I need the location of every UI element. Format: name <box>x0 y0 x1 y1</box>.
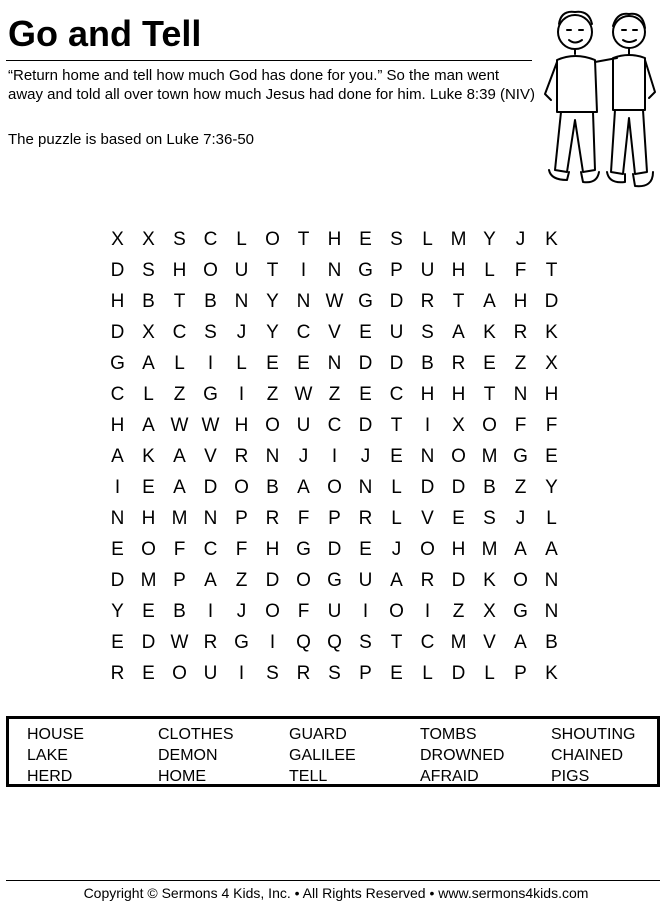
grid-letter: F <box>297 601 310 622</box>
grid-letter: C <box>203 539 218 560</box>
grid-letter: A <box>390 570 403 591</box>
grid-letter: D <box>451 477 466 498</box>
grid-letter: X <box>142 322 155 343</box>
grid-letter: H <box>544 384 559 405</box>
grid-letter: E <box>483 353 496 374</box>
grid-letter: D <box>544 291 559 312</box>
grid-letter: B <box>421 353 434 374</box>
grid-letter: P <box>328 508 341 529</box>
grid-letter: E <box>390 663 403 684</box>
grid-letter: N <box>265 446 280 467</box>
grid-letter: H <box>451 260 466 281</box>
grid-letter: T <box>390 632 403 653</box>
grid-letter: R <box>203 632 218 653</box>
grid-letter: R <box>265 508 280 529</box>
grid-letter: R <box>420 291 435 312</box>
grid-letter: E <box>359 539 372 560</box>
grid-letter: F <box>235 539 248 560</box>
grid-letter: H <box>234 415 249 436</box>
grid-letter: I <box>331 446 338 467</box>
grid-letter: H <box>141 508 156 529</box>
grid-letter: T <box>390 415 403 436</box>
grid-letter: D <box>203 477 218 498</box>
grid-letter: T <box>173 291 186 312</box>
grid-letter: D <box>358 415 373 436</box>
grid-letter: S <box>421 322 434 343</box>
grid-letter: H <box>327 229 342 250</box>
grid-letter: I <box>300 260 307 281</box>
grid-letter: O <box>265 415 280 436</box>
grid-letter: B <box>204 291 217 312</box>
grid-letter: O <box>234 477 249 498</box>
grid-letter: P <box>390 260 403 281</box>
grid-letter: M <box>450 229 467 250</box>
grid-letter: R <box>513 322 528 343</box>
grid-letter: F <box>514 415 527 436</box>
grid-letter: A <box>545 539 558 560</box>
grid-letter: Z <box>173 384 186 405</box>
grid-letter: E <box>266 353 279 374</box>
grid-letter: M <box>171 508 188 529</box>
grid-letter: Y <box>266 291 279 312</box>
grid-letter: A <box>111 446 124 467</box>
grid-letter: X <box>483 601 496 622</box>
grid-letter: E <box>142 663 155 684</box>
grid-letter: A <box>514 632 527 653</box>
grid-letter: L <box>422 229 433 250</box>
grid-letter: L <box>484 260 495 281</box>
grid-letter: U <box>389 322 404 343</box>
word-list-item: HOUSE <box>27 726 84 743</box>
word-list-item: DEMON <box>158 747 218 764</box>
letter-grid <box>102 224 567 689</box>
grid-letter: R <box>234 446 249 467</box>
grid-letter: Z <box>235 570 248 591</box>
grid-letter: U <box>420 260 435 281</box>
grid-letter: B <box>266 477 279 498</box>
grid-letter: V <box>328 322 341 343</box>
grid-letter: F <box>297 508 310 529</box>
grid-letter: N <box>358 477 373 498</box>
grid-letter: L <box>236 229 247 250</box>
grid-letter: U <box>234 260 249 281</box>
grid-letter: J <box>360 446 371 467</box>
word-list-item: HOME <box>158 768 206 785</box>
grid-letter: L <box>174 353 185 374</box>
grid-letter: A <box>204 570 217 591</box>
grid-letter: I <box>207 601 214 622</box>
grid-letter: W <box>170 632 189 653</box>
grid-letter: O <box>451 446 466 467</box>
grid-letter: V <box>421 508 434 529</box>
grid-letter: N <box>203 508 218 529</box>
grid-letter: E <box>359 384 372 405</box>
word-list <box>27 724 672 787</box>
grid-letter: M <box>481 446 498 467</box>
grid-letter: H <box>451 539 466 560</box>
grid-letter: A <box>514 539 527 560</box>
grid-letter: N <box>234 291 249 312</box>
grid-letter: D <box>110 570 125 591</box>
grid-letter: E <box>111 539 124 560</box>
grid-letter: Z <box>514 353 527 374</box>
grid-letter: J <box>515 508 526 529</box>
grid-letter: O <box>389 601 404 622</box>
grid-letter: H <box>420 384 435 405</box>
grid-letter: C <box>327 415 342 436</box>
grid-letter: N <box>296 291 311 312</box>
scripture-verse: “Return home and tell how much God has done for you.” So the man went away and told all over town how much Jesus had done for him. Luke 8:39 (NIV) <box>8 67 535 103</box>
grid-letter: V <box>204 446 217 467</box>
grid-letter: A <box>483 291 496 312</box>
grid-letter: W <box>294 384 313 405</box>
grid-letter: N <box>327 353 342 374</box>
grid-letter: C <box>296 322 311 343</box>
grid-letter: Z <box>266 384 279 405</box>
grid-letter: P <box>173 570 186 591</box>
word-list-box <box>6 716 660 787</box>
grid-letter: D <box>110 322 125 343</box>
grid-letter: J <box>515 229 526 250</box>
grid-letter: N <box>110 508 125 529</box>
grid-letter: V <box>483 632 496 653</box>
puzzle-reference: The puzzle is based on Luke 7:36-50 <box>8 131 254 148</box>
grid-letter: E <box>452 508 465 529</box>
grid-letter: S <box>173 229 186 250</box>
word-list-item: AFRAID <box>420 768 479 785</box>
grid-letter: S <box>390 229 403 250</box>
grid-letter: E <box>545 446 558 467</box>
grid-letter: H <box>451 384 466 405</box>
grid-letter: Y <box>266 322 279 343</box>
grid-letter: E <box>111 632 124 653</box>
grid-letter: G <box>358 291 373 312</box>
grid-letter: E <box>359 229 372 250</box>
grid-letter: N <box>513 384 528 405</box>
grid-letter: T <box>266 260 279 281</box>
copyright-footer: Copyright © Sermons 4 Kids, Inc. • All Rights Reserved • www.sermons4kids.com <box>83 885 589 901</box>
grid-letter: O <box>327 477 342 498</box>
grid-letter: K <box>545 663 558 684</box>
grid-letter: L <box>484 663 495 684</box>
grid-letter: D <box>327 539 342 560</box>
grid-letter: R <box>110 663 125 684</box>
grid-letter: O <box>513 570 528 591</box>
grid-letter: K <box>142 446 155 467</box>
grid-letter: D <box>451 570 466 591</box>
grid-letter: P <box>359 663 372 684</box>
grid-letter: K <box>545 229 558 250</box>
grid-letter: N <box>544 570 559 591</box>
grid-letter: X <box>452 415 465 436</box>
grid-letter: G <box>513 601 528 622</box>
grid-letter: O <box>296 570 311 591</box>
grid-letter: Q <box>296 632 311 653</box>
grid-letter: U <box>296 415 311 436</box>
grid-letter: F <box>173 539 186 560</box>
grid-letter: A <box>173 446 186 467</box>
grid-letter: J <box>298 446 309 467</box>
grid-letter: C <box>172 322 187 343</box>
grid-letter: Q <box>327 632 342 653</box>
grid-letter: G <box>110 353 125 374</box>
grid-letter: A <box>142 415 155 436</box>
grid-letter: Z <box>452 601 465 622</box>
grid-letter: K <box>483 570 496 591</box>
grid-letter: W <box>170 415 189 436</box>
grid-letter: S <box>359 632 372 653</box>
grid-letter: B <box>545 632 558 653</box>
grid-letter: L <box>391 477 402 498</box>
grid-letter: X <box>111 229 124 250</box>
grid-letter: U <box>203 663 218 684</box>
grid-letter: T <box>297 229 310 250</box>
footer-divider <box>6 880 660 881</box>
grid-letter: B <box>173 601 186 622</box>
grid-letter: R <box>296 663 311 684</box>
grid-letter: S <box>204 322 217 343</box>
grid-letter: F <box>514 260 527 281</box>
word-list-item: HERD <box>27 768 73 785</box>
grid-letter: Z <box>328 384 341 405</box>
grid-letter: I <box>424 415 431 436</box>
word-list-item: CHAINED <box>551 747 624 764</box>
grid-letter: I <box>238 384 245 405</box>
grid-letter: X <box>142 229 155 250</box>
grid-letter: K <box>483 322 496 343</box>
grid-letter: C <box>420 632 435 653</box>
grid-letter: J <box>236 322 247 343</box>
word-list-item: GALILEE <box>289 747 356 764</box>
grid-letter: M <box>450 632 467 653</box>
grid-letter: I <box>362 601 369 622</box>
grid-letter: H <box>110 291 125 312</box>
grid-letter: E <box>142 601 155 622</box>
grid-letter: A <box>173 477 186 498</box>
grid-letter: J <box>236 601 247 622</box>
grid-letter: G <box>513 446 528 467</box>
grid-letter: E <box>359 322 372 343</box>
grid-letter: L <box>143 384 154 405</box>
grid-letter: S <box>266 663 279 684</box>
grid-letter: G <box>203 384 218 405</box>
word-list-item: SHOUTING <box>551 726 636 743</box>
grid-letter: A <box>452 322 465 343</box>
grid-letter: D <box>420 477 435 498</box>
grid-letter: Y <box>483 229 496 250</box>
grid-letter: G <box>234 632 249 653</box>
grid-letter: C <box>110 384 125 405</box>
grid-letter: D <box>389 353 404 374</box>
grid-letter: W <box>201 415 220 436</box>
grid-letter: R <box>358 508 373 529</box>
grid-letter: E <box>390 446 403 467</box>
word-list-item: TOMBS <box>420 726 477 743</box>
grid-letter: T <box>545 260 558 281</box>
grid-letter: O <box>420 539 435 560</box>
grid-letter: L <box>422 663 433 684</box>
grid-letter: H <box>172 260 187 281</box>
grid-letter: H <box>110 415 125 436</box>
word-list-item: GUARD <box>289 726 347 743</box>
grid-letter: C <box>203 229 218 250</box>
two-boys-illustration <box>537 2 669 200</box>
grid-letter: H <box>265 539 280 560</box>
word-list-item: PIGS <box>551 768 590 785</box>
grid-letter: M <box>140 570 157 591</box>
grid-letter: T <box>452 291 465 312</box>
page-title: Go and Tell <box>8 13 202 54</box>
grid-letter: F <box>545 415 558 436</box>
grid-letter: P <box>235 508 248 529</box>
grid-letter: G <box>358 260 373 281</box>
grid-letter: I <box>424 601 431 622</box>
title-divider <box>6 60 532 61</box>
grid-letter: O <box>265 601 280 622</box>
grid-letter: T <box>483 384 496 405</box>
grid-letter: B <box>142 291 155 312</box>
grid-letter: C <box>389 384 404 405</box>
grid-letter: G <box>327 570 342 591</box>
grid-letter: U <box>327 601 342 622</box>
grid-letter: Y <box>545 477 558 498</box>
grid-letter: J <box>391 539 402 560</box>
grid-letter: E <box>297 353 310 374</box>
grid-letter: A <box>297 477 310 498</box>
grid-letter: D <box>141 632 156 653</box>
word-list-item: TELL <box>289 768 328 785</box>
word-list-item: CLOTHES <box>158 726 234 743</box>
word-list-item: DROWNED <box>420 747 505 764</box>
word-list-item: LAKE <box>27 747 68 764</box>
grid-letter: L <box>546 508 557 529</box>
grid-letter: D <box>265 570 280 591</box>
grid-letter: L <box>391 508 402 529</box>
grid-letter: D <box>358 353 373 374</box>
grid-letter: O <box>172 663 187 684</box>
grid-letter: S <box>483 508 496 529</box>
grid-letter: O <box>265 229 280 250</box>
grid-letter: E <box>142 477 155 498</box>
grid-letter: H <box>513 291 528 312</box>
grid-letter: W <box>325 291 344 312</box>
grid-letter: O <box>482 415 497 436</box>
grid-letter: O <box>203 260 218 281</box>
grid-letter: R <box>420 570 435 591</box>
grid-letter: L <box>236 353 247 374</box>
grid-letter: M <box>481 539 498 560</box>
grid-letter: X <box>545 353 558 374</box>
grid-letter: S <box>328 663 341 684</box>
grid-letter: I <box>269 632 276 653</box>
grid-letter: N <box>420 446 435 467</box>
grid-letter: D <box>451 663 466 684</box>
grid-letter: K <box>545 322 558 343</box>
grid-letter: N <box>327 260 342 281</box>
grid-letter: P <box>514 663 527 684</box>
grid-letter: R <box>451 353 466 374</box>
grid-letter: Z <box>514 477 527 498</box>
grid-letter: N <box>544 601 559 622</box>
grid-letter: A <box>142 353 155 374</box>
grid-letter: D <box>389 291 404 312</box>
grid-letter: Y <box>111 601 124 622</box>
grid-letter: S <box>142 260 155 281</box>
grid-letter: B <box>483 477 496 498</box>
grid-letter: I <box>238 663 245 684</box>
grid-letter: U <box>358 570 373 591</box>
grid-letter: O <box>141 539 156 560</box>
grid-letter: I <box>207 353 214 374</box>
grid-letter: G <box>296 539 311 560</box>
grid-letter: I <box>114 477 121 498</box>
grid-letter: D <box>110 260 125 281</box>
